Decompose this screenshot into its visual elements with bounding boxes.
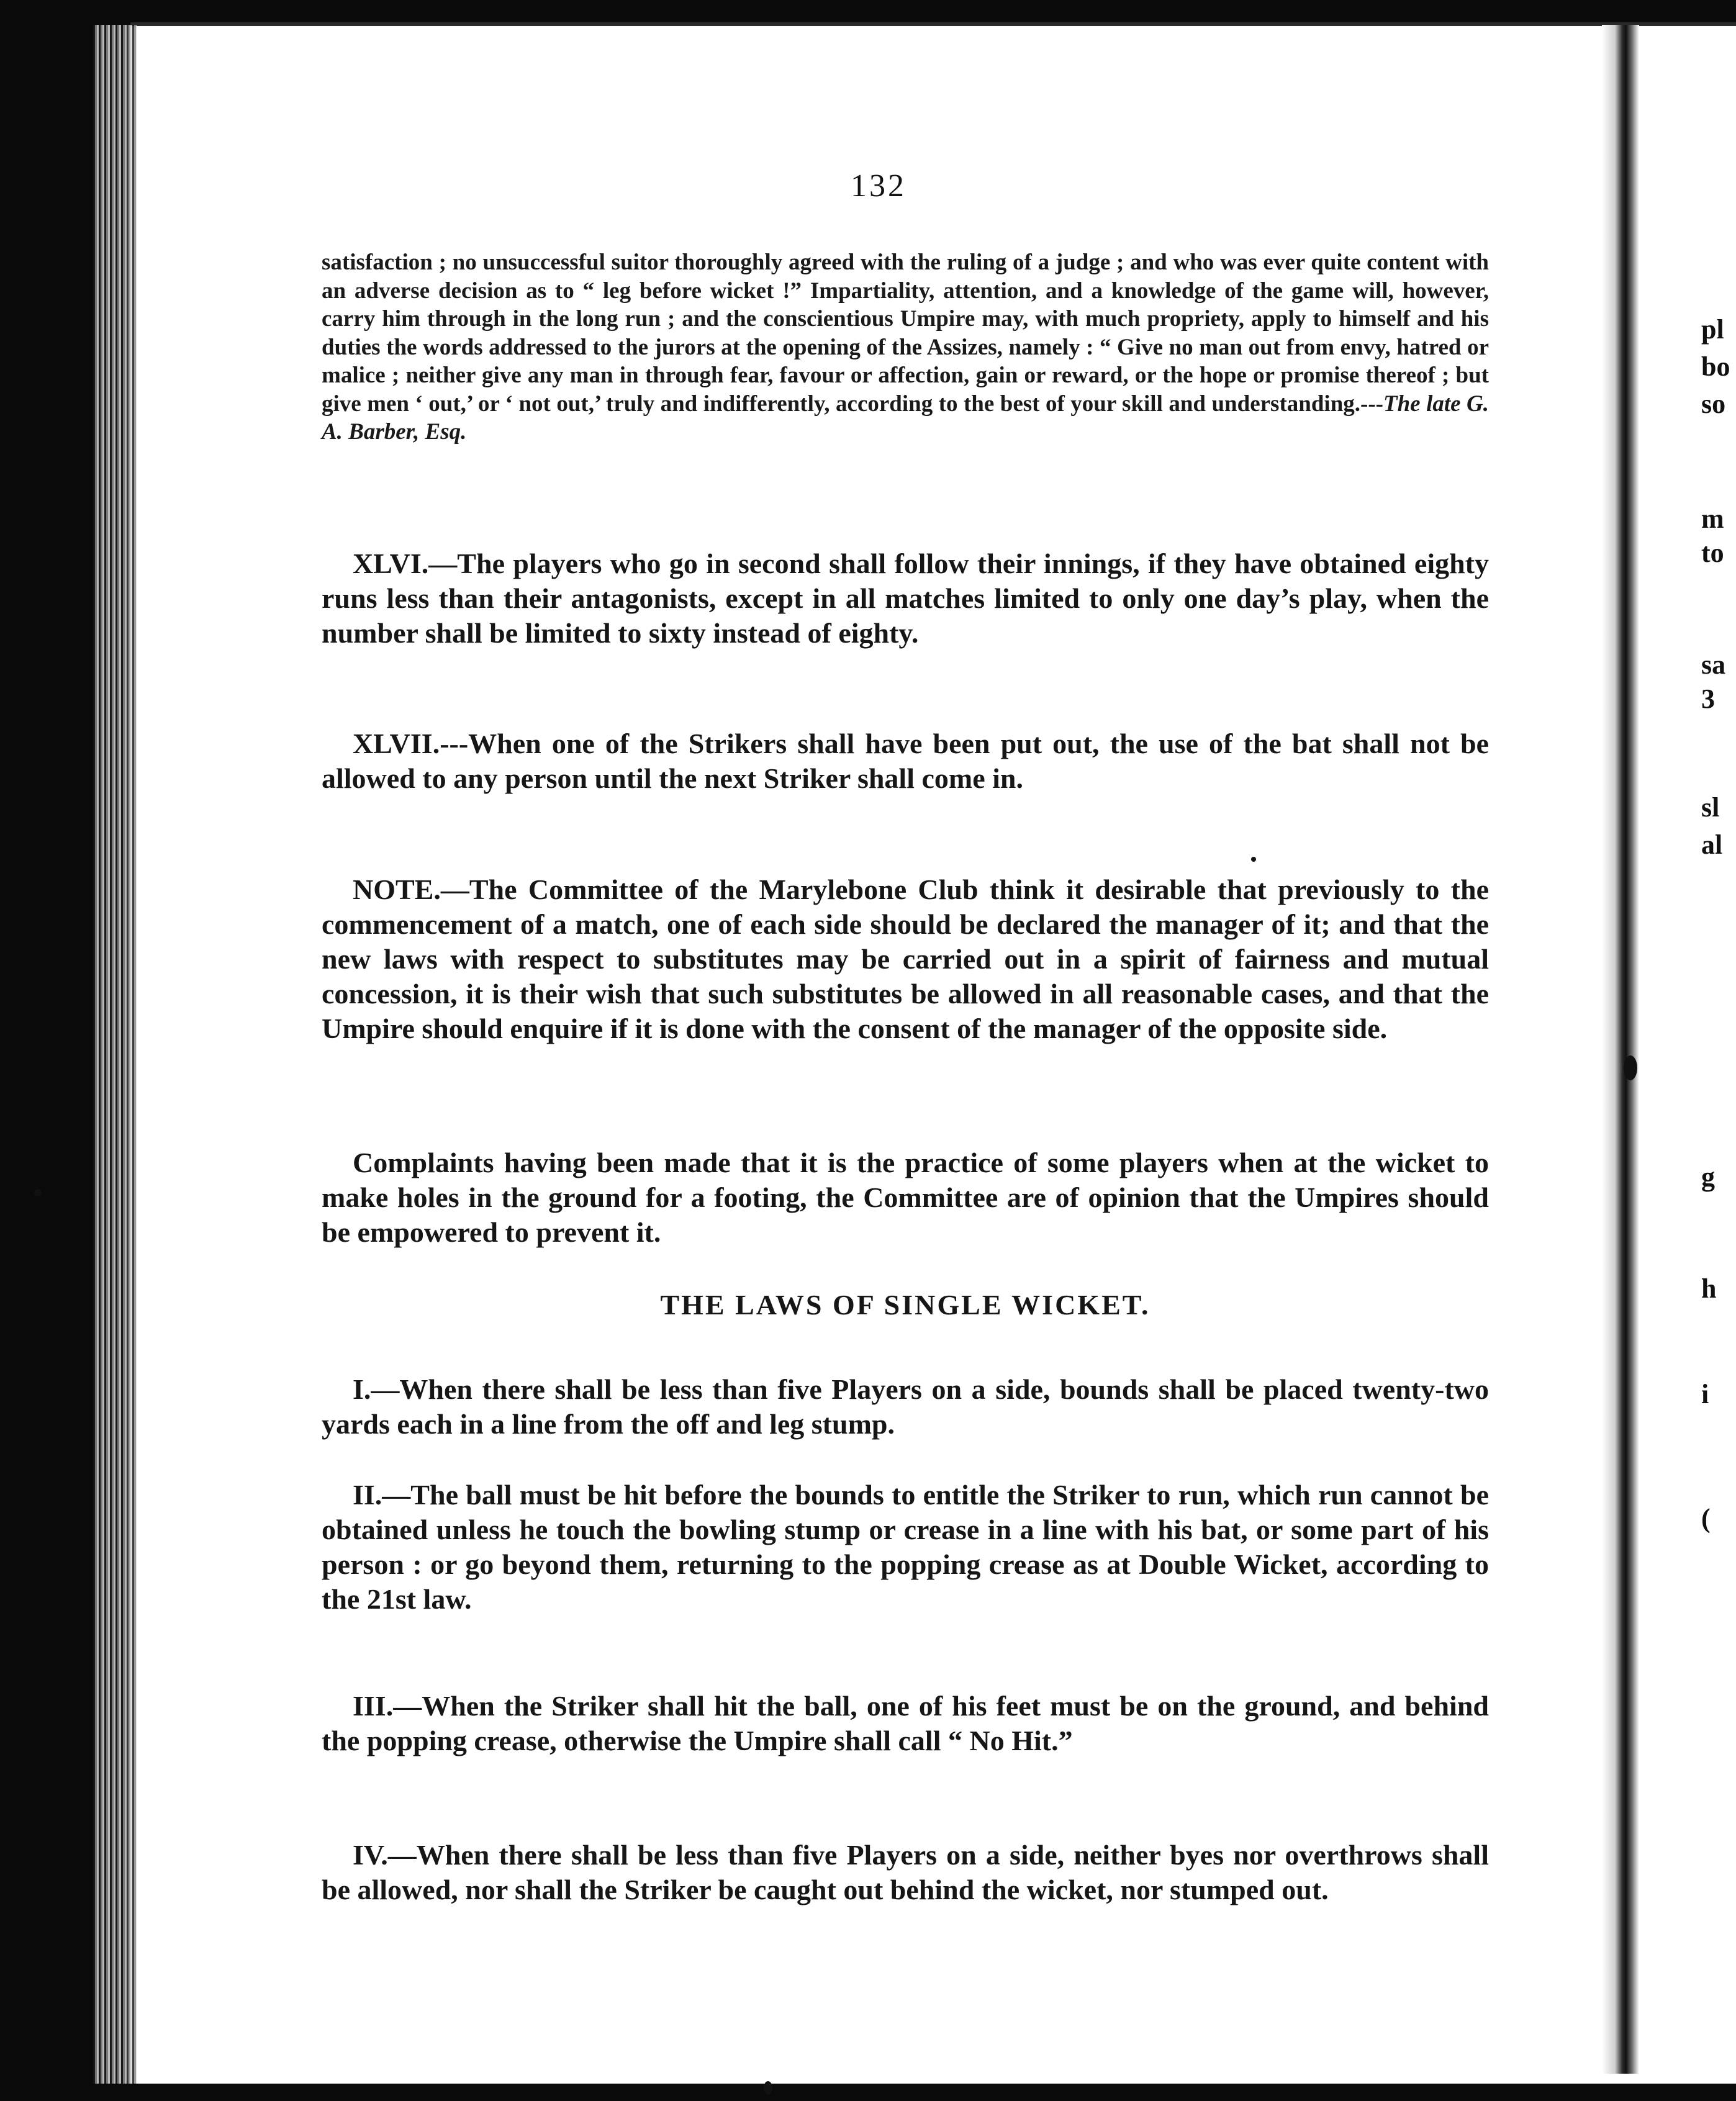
single-wicket-law-iii: III.—When the Striker shall hit the ball, one of his feet must be on the ground, and behind the popping crease, otherwise the Umpire shall call “ No Hit.”	[322, 1690, 1489, 1756]
umpire-note-paragraph	[322, 248, 1489, 446]
adjacent-fragment: sa	[1701, 649, 1726, 680]
scan-speck	[34, 1189, 42, 1196]
adjacent-fragment: h	[1701, 1273, 1717, 1304]
adjacent-fragment: sl	[1701, 792, 1720, 823]
adjacent-fragment: al	[1701, 829, 1723, 860]
page-number: 132	[851, 168, 906, 204]
single-wicket-law-i: I.—When there shall be less than five Players on a side, bounds shall be placed twenty-two yards each in a line from the off and leg stump.	[322, 1373, 1489, 1440]
adjacent-fragment: m	[1701, 504, 1724, 534]
scan-top-band	[0, 0, 1736, 25]
committee-note-paragraph: NOTE.—The Committee of the Marylebone Club think it desirable that previously to the commencement of a match, one of each side should be declared the manager of it; and that the new laws with respect to substitutes may be carried out in a spirit of fairness and mutual concession, it is their wish that such substitutes be allowed in all reasonable cases, and that the Umpire should enquire if it is done with the consent of the manager of the opposite side.	[322, 874, 1489, 1044]
adjacent-fragment: 3	[1701, 684, 1715, 714]
single-wicket-law-ii: II.—The ball must be hit before the bounds to entitle the Striker to run, which run cannot be obtained unless he touch the bowling stump or crease in a line with his bat, or some part of his person : or go beyond them, returning to the popping crease as at Double Wicket, according to the 21st law.	[322, 1479, 1489, 1615]
law-xlvii-paragraph: XLVII.---When one of the Strikers shall have been put out, the use of the bat shall not be allowed to any person until the next Striker shall come in.	[322, 728, 1489, 794]
scan-speck	[1251, 857, 1256, 862]
complaints-paragraph: Complaints having been made that it is the practice of some players when at the wicket to make holes in the ground for a footing, the Committee are of opinion that the Umpires should be empowered to prevent it.	[322, 1147, 1489, 1248]
page-fold-lines	[93, 25, 137, 2101]
umpire-note-text: satisfaction ; no unsuccessful suitor thoroughly agreed with the ruling of a judge ; and who was ever quite content with an adverse decision as to “ leg before wicket !” Impartiality, attention, and a knowledge of the game will, however, carry him through in the long run ; and the conscientious Umpire may, with much propriety, apply to himself and his duties the words addressed to the jurors at the opening of the Assizes, namely : “ Give no man out from envy, hatred or malice ; neither give any man in through fear, favour or affection, gain or reward, or the hope or promise thereof ; but give men ‘ out,’ or ‘ not out,’ truly and indifferently, according to the best of your skill and understanding.---	[322, 250, 1489, 417]
scan-speck	[764, 2081, 772, 2095]
adjacent-fragment: bo	[1701, 351, 1730, 382]
page-gutter	[1602, 25, 1639, 2074]
adjacent-fragment: pl	[1701, 314, 1724, 345]
adjacent-fragment: i	[1701, 1379, 1709, 1409]
law-xlvi-paragraph: XLVI.—The players who go in second shall follow their innings, if they have obtained eighty runs less than their antagonists, except in all matches limited to only one day’s play, when the number shall be limited to sixty instead of eighty.	[322, 548, 1489, 649]
adjacent-fragment: g	[1701, 1162, 1715, 1192]
adjacent-fragment: to	[1701, 538, 1724, 568]
single-wicket-heading: THE LAWS OF SINGLE WICKET.	[660, 1289, 1151, 1321]
single-wicket-law-iv: IV.—When there shall be less than five Players on a side, neither byes nor overthrows shall be allowed, nor shall the Striker be caught out behind the wicket, nor stumped out.	[322, 1839, 1489, 1905]
adjacent-fragment: (	[1701, 1503, 1711, 1534]
adjacent-fragment: so	[1701, 389, 1726, 419]
umpire-note-attribution: The late G. A. Barber, Esq.	[322, 391, 1489, 445]
scan-speck	[1624, 1055, 1637, 1080]
scan-bottom-band	[0, 2084, 1736, 2101]
